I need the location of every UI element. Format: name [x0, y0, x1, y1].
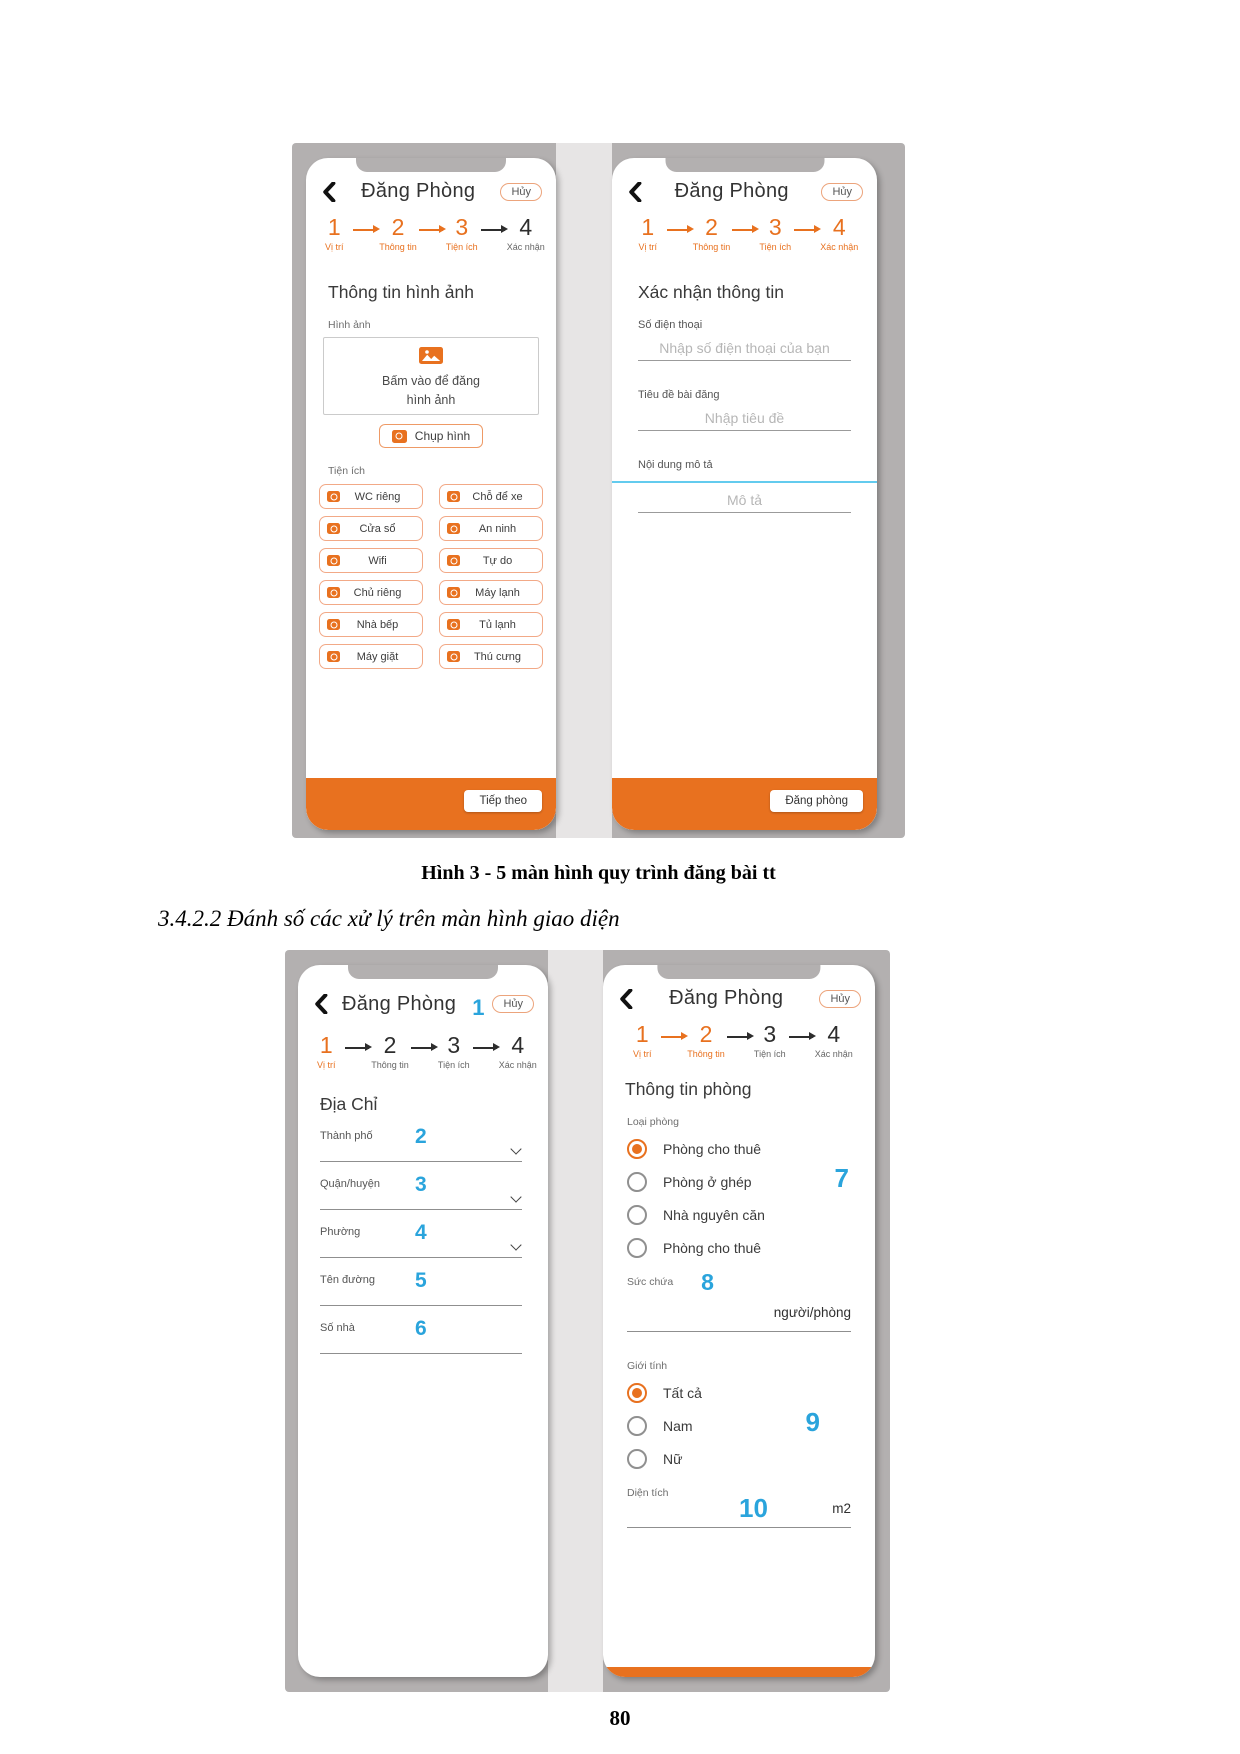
radio-option[interactable] — [627, 1447, 875, 1471]
step-4 — [499, 1033, 537, 1070]
field-label: Tên đường — [320, 1274, 375, 1287]
stepper — [306, 215, 556, 252]
step-number: 1 — [327, 214, 341, 240]
annotation-number-7: 7 — [834, 1163, 849, 1194]
screen-title: Đăng Phòng — [341, 992, 457, 1015]
radio-option-label: Phòng ở ghép — [663, 1174, 752, 1191]
phone-notch — [657, 965, 820, 979]
annotation-number-2: 2 — [415, 1125, 427, 1149]
amenity-label: Chỗ để xe — [472, 490, 523, 503]
back-icon[interactable] — [628, 182, 642, 202]
form-field — [612, 319, 877, 361]
capacity-unit: người/phòng — [773, 1305, 851, 1321]
step-number: 1 — [319, 1032, 333, 1058]
camera-icon — [327, 651, 340, 662]
room-type-label: Loại phòng — [627, 1116, 679, 1129]
figure-caption: Hình 3 - 5 màn hình quy trình đăng bài tt — [421, 862, 776, 884]
camera-icon — [327, 587, 340, 598]
step-arrow-icon — [727, 1036, 751, 1038]
amenity-label: Tự do — [482, 554, 513, 567]
take-photo-label: Chụp hình — [414, 429, 471, 444]
input-placeholder[interactable]: Mô tả — [726, 492, 762, 509]
step-number: 4 — [519, 214, 533, 240]
amenity-button[interactable] — [439, 580, 543, 605]
step-number: 2 — [391, 214, 405, 240]
camera-icon — [447, 651, 460, 662]
amenity-button[interactable] — [319, 484, 423, 509]
camera-icon — [447, 587, 460, 598]
capacity-label-text: Sức chứa — [627, 1276, 674, 1289]
field-label: Tiêu đề bài đăng — [638, 389, 720, 402]
step-label: Xác nhận — [820, 242, 859, 253]
annotation-number-8: 8 — [701, 1269, 714, 1296]
radio-option[interactable] — [627, 1236, 875, 1260]
step-2 — [379, 215, 417, 252]
cancel-button[interactable]: Hủy — [500, 183, 542, 201]
amenity-label: Máy lạnh — [475, 586, 520, 599]
image-upload-icon — [416, 343, 446, 372]
step-label: Vị trí — [638, 242, 657, 253]
step-arrow-icon — [345, 1047, 369, 1049]
step-number: 3 — [455, 214, 469, 240]
stepper — [298, 1033, 548, 1070]
field-label: Quận/huyện — [320, 1178, 380, 1191]
step-label: Tiện ích — [445, 242, 478, 253]
step-number: 3 — [763, 1021, 777, 1047]
phone-screen-address — [298, 965, 548, 1677]
capacity-label — [627, 1269, 875, 1303]
step-label: Tiện ích — [437, 1060, 470, 1071]
radio-icon[interactable] — [627, 1205, 647, 1225]
step-arrow-icon — [353, 229, 377, 231]
radio-option-label: Nhà nguyên căn — [663, 1207, 765, 1224]
step-arrow-icon — [789, 1036, 813, 1038]
step-label: Tiện ích — [759, 242, 792, 253]
footer-bar — [306, 778, 556, 830]
step-label: Xác nhận — [506, 242, 545, 253]
step-arrow-icon — [661, 1036, 685, 1038]
field-label: Số nhà — [320, 1322, 355, 1335]
radio-option-label: Nam — [663, 1418, 693, 1435]
footer-bar — [603, 1667, 875, 1677]
screen-title: Đăng Phòng — [361, 180, 476, 202]
field-label: Nội dung mô tả — [638, 459, 713, 472]
step-2 — [693, 215, 731, 252]
step-4 — [507, 215, 545, 252]
step-number: 2 — [699, 1021, 713, 1047]
camera-icon — [327, 555, 340, 566]
step-4 — [815, 1022, 853, 1059]
back-icon[interactable] — [314, 994, 328, 1014]
step-2 — [687, 1022, 725, 1059]
radio-option-label: Phòng cho thuê — [663, 1240, 762, 1257]
step-4 — [820, 215, 858, 252]
phone-notch — [356, 158, 506, 172]
step-arrow-icon — [411, 1047, 435, 1049]
step-arrow-icon — [419, 229, 443, 231]
input-underline — [638, 430, 851, 431]
back-icon[interactable] — [322, 182, 336, 202]
form-field — [612, 389, 877, 431]
address-field[interactable] — [320, 1317, 522, 1354]
step-arrow-icon — [732, 229, 756, 231]
section-heading: Xác nhận thông tin — [638, 282, 784, 303]
camera-icon — [447, 555, 460, 566]
step-3 — [758, 215, 792, 252]
field-label: Phường — [320, 1226, 361, 1239]
upload-hint-line2: hình ảnh — [406, 392, 456, 407]
amenity-label: WC riêng — [354, 490, 401, 503]
amenity-button[interactable] — [319, 644, 423, 669]
amenity-button[interactable] — [319, 516, 423, 541]
radio-option[interactable] — [627, 1381, 875, 1405]
camera-icon — [392, 430, 407, 443]
step-number: 1 — [635, 1021, 649, 1047]
step-number: 2 — [383, 1032, 397, 1058]
step-1 — [625, 1022, 659, 1059]
screen-title: Đăng Phòng — [674, 180, 789, 202]
step-label: Thông tin — [371, 1060, 409, 1071]
upload-hint-line1: Bấm vào để đăng — [382, 374, 480, 389]
cancel-button[interactable]: Hủy — [819, 990, 861, 1008]
cancel-button[interactable]: Hủy — [821, 183, 863, 201]
step-2 — [371, 1033, 409, 1070]
radio-icon[interactable] — [627, 1383, 647, 1403]
amenities-label: Tiện ích — [328, 465, 365, 478]
area-unit: m2 — [832, 1501, 851, 1517]
figure-annotated-screens — [285, 950, 890, 1692]
step-number: 2 — [705, 214, 718, 240]
cyan-divider — [612, 481, 877, 483]
camera-icon — [327, 523, 340, 534]
amenity-label: An ninh — [478, 522, 517, 535]
step-label: Vị trí — [316, 1060, 336, 1071]
step-3 — [753, 1022, 787, 1059]
amenity-label: Wifi — [368, 554, 387, 567]
phone-screen-image-info — [306, 158, 556, 830]
step-label: Thông tin — [687, 1049, 725, 1060]
phone-notch — [665, 158, 824, 172]
phone-notch — [348, 965, 498, 979]
annotation-number-10: 10 — [739, 1493, 768, 1524]
annotation-number-9: 9 — [805, 1407, 820, 1438]
amenity-button[interactable] — [319, 548, 423, 573]
section-heading: Thông tin phòng — [625, 1079, 752, 1100]
amenity-button[interactable] — [439, 516, 543, 541]
annotation-number-6: 6 — [415, 1317, 427, 1341]
step-label: Vị trí — [632, 1049, 652, 1060]
stepper — [612, 215, 877, 252]
stepper — [603, 1022, 875, 1059]
amenity-label: Tủ lạnh — [479, 618, 516, 631]
step-arrow-icon — [667, 229, 691, 231]
amenity-button[interactable] — [319, 612, 423, 637]
amenity-label: Cửa sổ — [359, 522, 396, 535]
input-underline — [638, 360, 851, 361]
figure-post-flow-screens — [292, 143, 905, 838]
step-label: Thông tin — [692, 242, 731, 253]
radio-option-label: Nữ — [663, 1451, 683, 1468]
input-underline — [638, 512, 851, 513]
step-number: 4 — [827, 1021, 841, 1047]
annotation-number-4: 4 — [415, 1221, 427, 1245]
image-field-label: Hình ảnh — [328, 319, 371, 332]
camera-icon — [327, 491, 340, 502]
camera-icon — [447, 619, 460, 630]
amenity-button[interactable] — [439, 612, 543, 637]
radio-option[interactable] — [627, 1414, 875, 1438]
step-number: 3 — [447, 1032, 461, 1058]
gender-label: Giới tính — [627, 1360, 668, 1373]
step-number: 1 — [641, 214, 655, 240]
address-field[interactable] — [320, 1221, 522, 1258]
area-underline — [627, 1527, 851, 1528]
step-label: Xác nhận — [498, 1060, 537, 1071]
amenity-button[interactable] — [439, 484, 543, 509]
radio-icon[interactable] — [627, 1416, 647, 1436]
step-number: 4 — [511, 1032, 525, 1058]
section-heading: Thông tin hình ảnh — [328, 282, 474, 303]
capacity-underline — [627, 1331, 851, 1332]
area-label: Diện tích — [627, 1487, 669, 1500]
step-1 — [309, 1033, 343, 1070]
field-label: Số điện thoại — [638, 319, 703, 332]
amenity-label: Máy giặt — [356, 650, 399, 663]
chevron-down-icon[interactable] — [510, 1144, 521, 1155]
phone-gap — [556, 143, 612, 838]
annotation-number-3: 3 — [415, 1173, 427, 1197]
annotation-number-1: 1 — [472, 995, 485, 1020]
screen-title: Đăng Phòng — [669, 987, 784, 1009]
radio-icon[interactable] — [627, 1238, 647, 1258]
step-3 — [445, 215, 479, 252]
amenity-label: Nhà bếp — [356, 618, 399, 631]
radio-option[interactable] — [627, 1203, 875, 1227]
step-number: 3 — [768, 214, 782, 240]
step-1 — [631, 215, 665, 252]
form-field — [612, 459, 877, 513]
radio-option-label: Tất cả — [663, 1385, 702, 1402]
image-upload-area[interactable] — [323, 337, 539, 415]
step-arrow-icon — [473, 1047, 497, 1049]
phone-screen-confirm-info — [612, 158, 877, 830]
back-icon[interactable] — [619, 989, 633, 1009]
camera-icon — [447, 523, 460, 534]
radio-icon[interactable] — [627, 1449, 647, 1469]
radio-icon[interactable] — [627, 1172, 647, 1192]
chevron-down-icon[interactable] — [510, 1240, 521, 1251]
confirm-fields — [612, 319, 877, 513]
amenity-label: Chủ riêng — [353, 586, 402, 599]
section-heading: Địa Chỉ — [320, 1094, 378, 1115]
next-button[interactable]: Tiếp theo — [464, 790, 542, 812]
address-field[interactable] — [320, 1173, 522, 1210]
camera-icon — [327, 619, 340, 630]
address-field[interactable] — [320, 1125, 522, 1162]
radio-icon[interactable] — [627, 1139, 647, 1159]
step-arrow-icon — [481, 229, 505, 231]
gender-options — [603, 1381, 875, 1471]
step-1 — [317, 215, 351, 252]
amenity-label: Thú cưng — [473, 650, 522, 663]
address-field[interactable] — [320, 1269, 522, 1306]
radio-option[interactable] — [627, 1137, 875, 1161]
step-3 — [437, 1033, 471, 1070]
submit-post-button[interactable]: Đăng phòng — [770, 790, 863, 812]
page-number: 80 — [609, 1706, 631, 1730]
input-placeholder[interactable]: Nhập số điện thoại của bạn — [659, 340, 830, 357]
phone-gap — [548, 950, 603, 1692]
field-label: Thành phố — [320, 1130, 373, 1143]
cancel-button[interactable]: Hủy — [492, 995, 534, 1013]
address-fields — [298, 1125, 548, 1354]
radio-option-label: Phòng cho thuê — [663, 1141, 762, 1158]
input-placeholder[interactable]: Nhập tiêu đề — [704, 410, 785, 427]
section-heading-text: 3.4.2.2 Đánh số các xử lý trên màn hình giao diện — [158, 906, 620, 931]
phone-screen-room-info — [603, 965, 875, 1677]
camera-icon — [447, 491, 460, 502]
footer-bar — [612, 778, 877, 830]
amenity-button[interactable] — [319, 580, 423, 605]
annotation-number-5: 5 — [415, 1269, 427, 1293]
room-type-options — [603, 1137, 875, 1260]
step-label: Thông tin — [379, 242, 417, 253]
step-label: Tiện ích — [753, 1049, 786, 1060]
amenity-button[interactable] — [439, 644, 543, 669]
step-label: Xác nhận — [814, 1049, 853, 1060]
amenity-button[interactable] — [439, 548, 543, 573]
step-number: 4 — [832, 214, 846, 240]
chevron-down-icon[interactable] — [510, 1192, 521, 1203]
amenities-grid — [306, 484, 556, 669]
step-arrow-icon — [794, 229, 818, 231]
take-photo-button[interactable] — [379, 424, 483, 448]
capacity-input-row[interactable] — [627, 1305, 851, 1325]
step-label: Vị trí — [324, 242, 344, 253]
